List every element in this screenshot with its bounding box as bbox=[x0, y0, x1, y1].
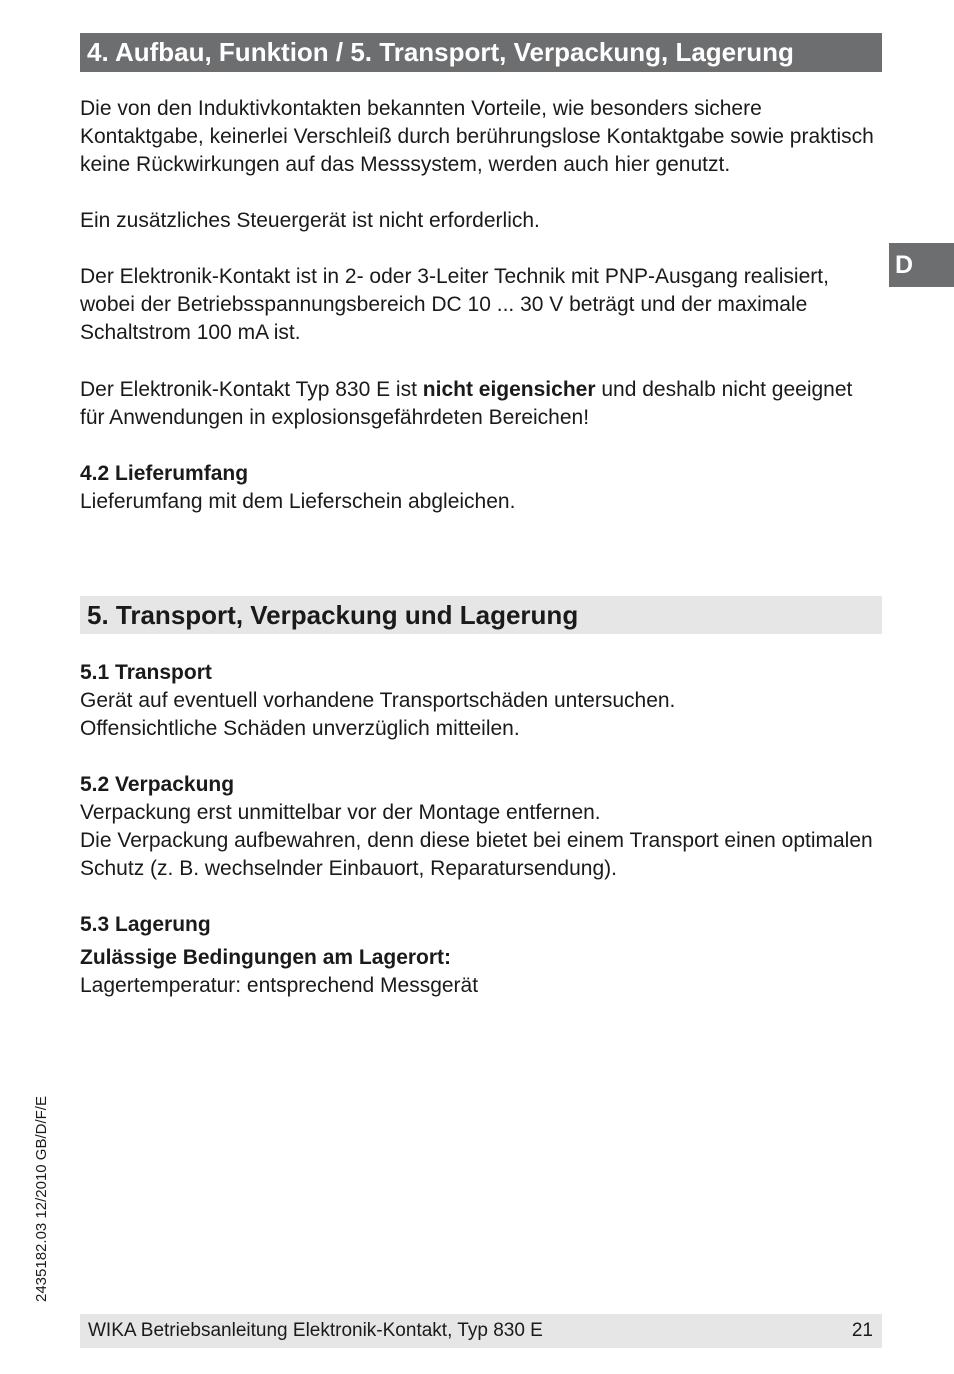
paragraph-safety-note bbox=[80, 376, 882, 432]
subsection-text: Gerät auf eventuell vorhandene Transportschäden untersuchen. bbox=[80, 689, 676, 712]
page-footer bbox=[80, 1314, 882, 1348]
subsection-scope-of-delivery bbox=[80, 460, 882, 516]
paragraph-text: Ein zusätzliches Steuergerät ist nicht erforderlich. bbox=[80, 209, 540, 232]
section-title: 5. Transport, Verpackung und Lagerung bbox=[80, 596, 882, 634]
paragraph-text: Die von den Induktivkontakten bekannten Vorteile, wie besonders sichere Kontaktgabe, keinerlei Verschleiß durch berührungslose Kontaktgabe sowie praktisch keine Rückwirkungen auf das Messsystem, werden auch hier genutzt. bbox=[80, 97, 874, 176]
subsection-text: Die Verpackung aufbewahren, denn diese bietet bei einem Transport einen optimalen Schutz (z. B. wechselnder Einbauort, Reparatursendung). bbox=[80, 829, 873, 880]
subsection-title: 5.2 Verpackung bbox=[80, 773, 235, 796]
subsection-transport bbox=[80, 659, 882, 743]
storage-conditions-title: Zulässige Bedingungen am Lagerort: bbox=[80, 946, 452, 969]
paragraph-text: Der Elektronik-Kontakt ist in 2- oder 3-Leiter Technik mit PNP-Ausgang realisiert, wobei der Betriebsspannungsbereich DC 10 ... 30 V beträgt und der maximale Schaltstrom 100 mA ist. bbox=[80, 265, 829, 344]
page-number: 21 bbox=[851, 1320, 873, 1341]
subsection-title: 5.3 Lagerung bbox=[80, 913, 211, 936]
paragraph-technology bbox=[80, 263, 882, 347]
emphasis-text: nicht eigensicher bbox=[422, 378, 596, 401]
page-title: 4. Aufbau, Funktion / 5. Transport, Verpackung, Lagerung bbox=[80, 33, 882, 72]
paragraph-control-unit bbox=[80, 207, 882, 235]
subsection-text: Offensichtliche Schäden unverzüglich mitteilen. bbox=[80, 717, 520, 740]
footer-title: WIKA Betriebsanleitung Elektronik-Kontakt, Typ 830 E bbox=[88, 1320, 543, 1341]
text-run: und deshalb nicht geeignet für Anwendungen in explosionsgefährdeten Bereichen! bbox=[80, 378, 853, 429]
subsection-packaging bbox=[80, 771, 882, 883]
subsection-title: 5.1 Transport bbox=[80, 661, 212, 684]
subsection-text: Lagertemperatur: entsprechend Messgerät bbox=[80, 974, 479, 997]
language-tab: D bbox=[889, 243, 954, 287]
document-code: 2435182.03 12/2010 GB/D/F/E bbox=[33, 1096, 50, 1302]
subsection-storage bbox=[80, 911, 882, 1000]
text-run: Der Elektronik-Kontakt Typ 830 E ist bbox=[80, 378, 423, 401]
paragraph-text bbox=[80, 376, 882, 432]
subsection-text: Lieferumfang mit dem Lieferschein abgleichen. bbox=[80, 490, 516, 513]
subsection-text: Verpackung erst unmittelbar vor der Montage entfernen. bbox=[80, 801, 601, 824]
subsection-title: 4.2 Lieferumfang bbox=[80, 462, 249, 485]
paragraph-advantages bbox=[80, 95, 882, 179]
